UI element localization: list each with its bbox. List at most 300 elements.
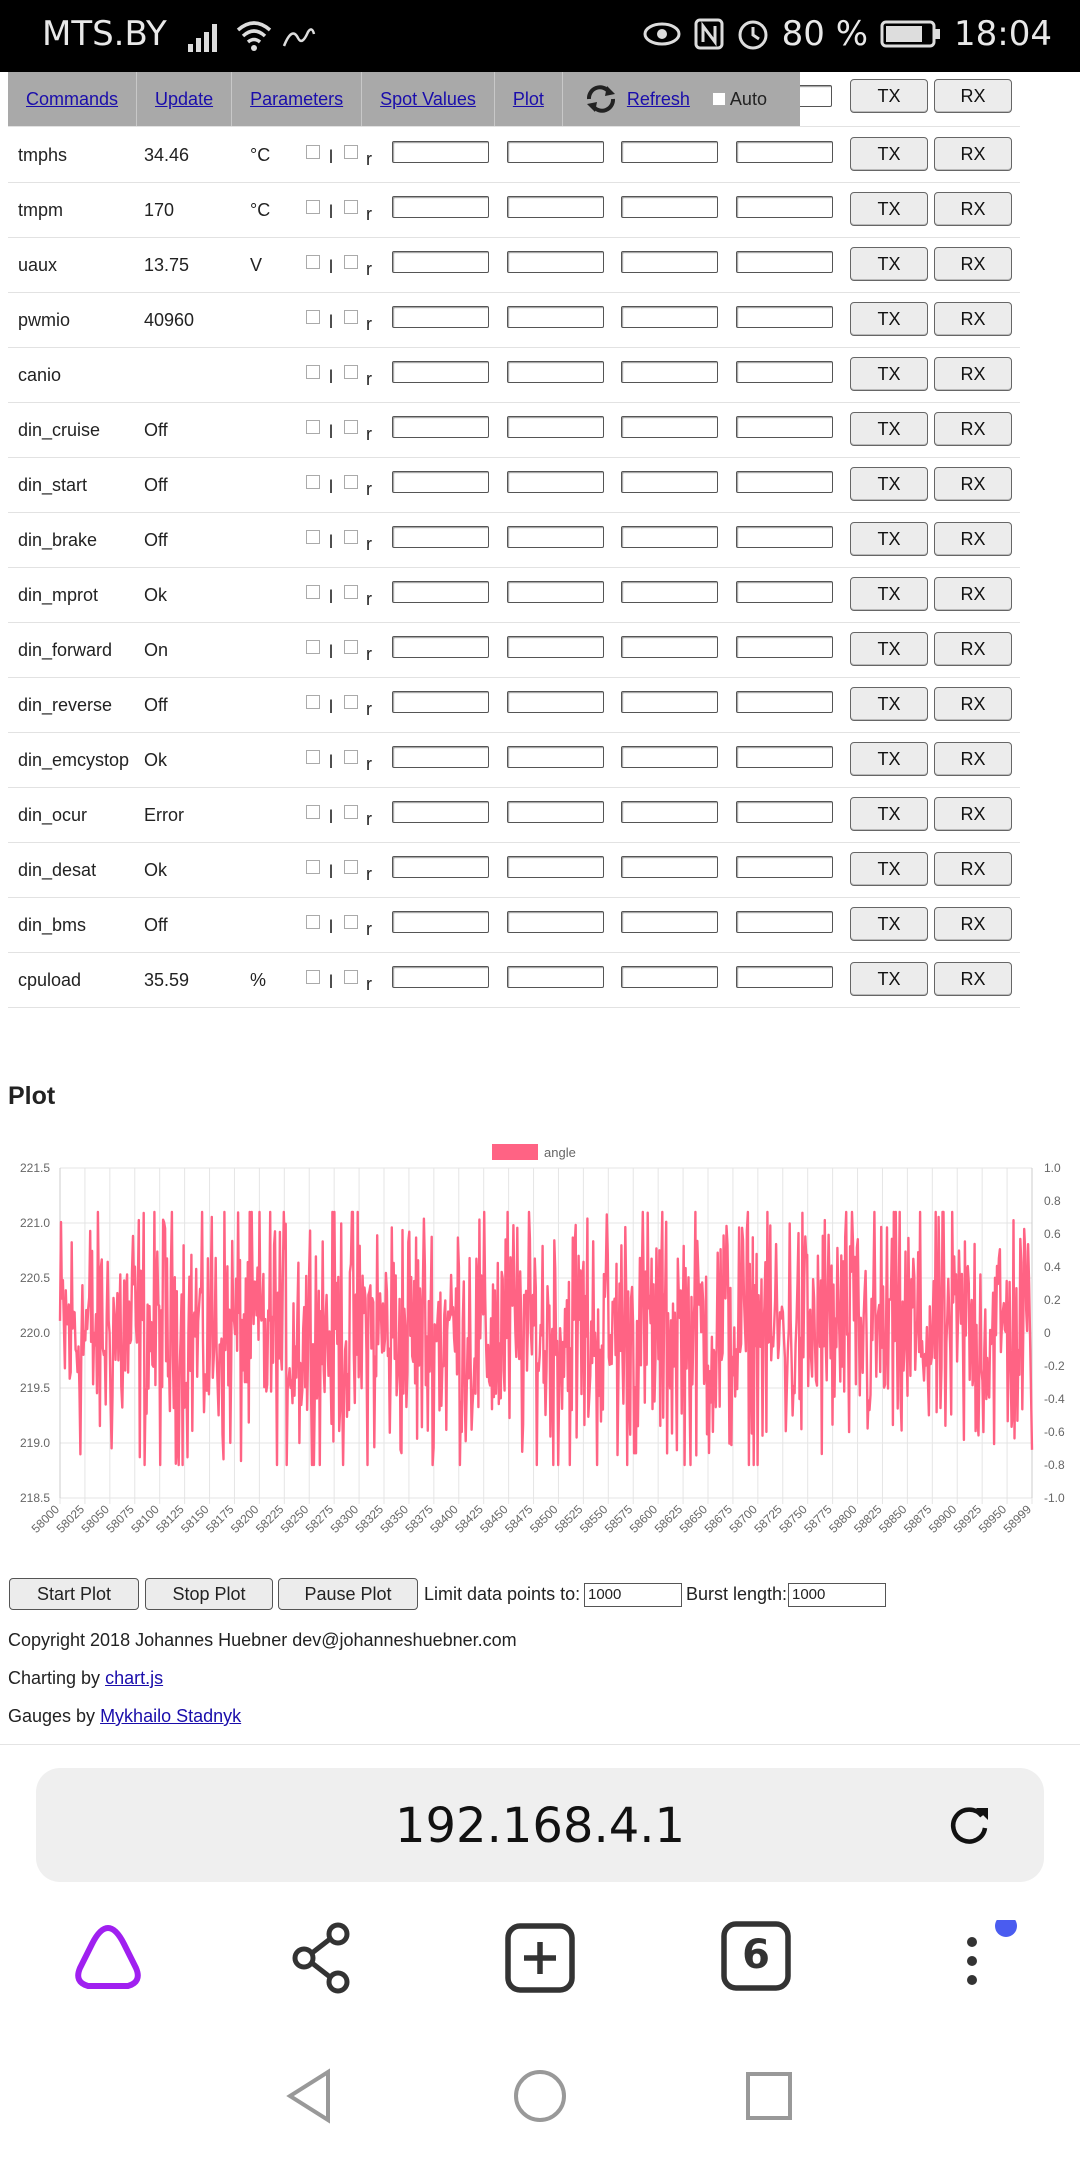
tx-button[interactable]: TX	[850, 577, 928, 611]
record-checkbox[interactable]	[344, 200, 358, 214]
param-unit: %	[250, 970, 267, 990]
eye-icon	[642, 19, 682, 49]
param-input-4[interactable]	[736, 416, 833, 438]
x-tick-label: 58575	[601, 1502, 636, 1536]
auto-checkbox[interactable]	[712, 92, 726, 106]
log-checkbox[interactable]	[306, 200, 320, 214]
x-tick-label: 58500	[527, 1502, 561, 1536]
x-tick-label: 58650	[676, 1502, 711, 1536]
y-right-tick-label: 0.4	[1044, 1260, 1061, 1274]
y-right-tick-label: 1.0	[1044, 1161, 1061, 1175]
rx-button[interactable]: RX	[934, 192, 1012, 226]
param-input-3[interactable]	[621, 361, 718, 383]
param-input-4[interactable]	[736, 966, 833, 988]
tx-button[interactable]: TX	[850, 247, 928, 281]
tab-count: 6	[742, 1932, 770, 1978]
gauges-credit	[8, 1706, 241, 1727]
y-right-tick-label: -0.4	[1044, 1392, 1065, 1406]
y-right-tick-label: -0.2	[1044, 1359, 1065, 1373]
param-value: Ok	[144, 585, 168, 605]
nav-update[interactable]: Update	[137, 72, 232, 126]
param-input-1[interactable]	[392, 141, 489, 163]
log-checkbox[interactable]	[306, 695, 320, 709]
tx-button[interactable]: TX	[850, 907, 928, 941]
x-tick-label: 58600	[626, 1502, 661, 1536]
auto-label: Auto	[729, 88, 767, 109]
param-input-2[interactable]	[507, 746, 604, 768]
log-checkbox-label: l	[329, 697, 333, 717]
param-input-2[interactable]	[507, 306, 604, 328]
y-left-tick-label: 221.0	[19, 1216, 50, 1230]
param-input-2[interactable]	[507, 416, 604, 438]
param-input-3[interactable]	[621, 691, 718, 713]
charting-prefix: Charting by	[8, 1668, 106, 1688]
x-tick-label: 58325	[352, 1502, 387, 1536]
param-input-1[interactable]	[392, 911, 489, 933]
param-input-2[interactable]	[507, 251, 604, 273]
param-value: 13.75	[144, 255, 190, 275]
home-icon[interactable]	[512, 2068, 568, 2124]
param-input-3[interactable]	[621, 856, 718, 878]
param-input-1[interactable]	[392, 361, 489, 383]
x-tick-label: 58075	[103, 1502, 137, 1536]
param-value: 35.59	[144, 970, 190, 990]
record-checkbox-label: r	[366, 259, 372, 279]
rx-button[interactable]: RX	[934, 577, 1012, 611]
param-input-3[interactable]	[621, 636, 718, 658]
alarm-icon	[736, 17, 770, 51]
nav-spot-values[interactable]: Spot Values	[362, 72, 495, 126]
y-right-tick-label: 0.8	[1044, 1194, 1061, 1208]
record-checkbox[interactable]	[344, 420, 358, 434]
log-checkbox[interactable]	[306, 585, 320, 599]
auto-toggle[interactable]	[712, 89, 767, 110]
param-name: pwmio	[18, 310, 71, 330]
y-left-tick-label: 220.0	[19, 1326, 50, 1340]
x-tick-label: 58175	[203, 1502, 237, 1536]
record-checkbox-label: r	[366, 644, 372, 664]
tx-button[interactable]: TX	[850, 962, 928, 996]
param-value: Off	[144, 420, 168, 440]
tx-button[interactable]: TX	[850, 137, 928, 171]
clock: 18:04	[954, 14, 1052, 54]
param-input-2[interactable]	[507, 581, 604, 603]
param-input-1[interactable]	[392, 746, 489, 768]
rx-button[interactable]: RX	[934, 357, 1012, 391]
x-tick-label: 58525	[552, 1502, 586, 1536]
x-tick-label: 58450	[477, 1502, 511, 1536]
x-tick-label: 58475	[502, 1502, 536, 1536]
record-checkbox-label: r	[366, 919, 372, 939]
x-tick-label: 58950	[975, 1502, 1010, 1536]
tx-button[interactable]: TX	[850, 522, 928, 556]
y-left-tick-label: 221.5	[19, 1161, 50, 1175]
record-checkbox-label: r	[366, 479, 372, 499]
log-checkbox-label: l	[329, 917, 333, 937]
tx-button[interactable]: TX	[850, 687, 928, 721]
log-checkbox[interactable]	[306, 805, 320, 819]
y-right-tick-label: 0.6	[1044, 1227, 1061, 1241]
log-checkbox[interactable]	[306, 750, 320, 764]
param-input-3[interactable]	[621, 416, 718, 438]
burst-input[interactable]: 1000	[788, 1583, 886, 1607]
record-checkbox[interactable]	[344, 585, 358, 599]
param-input-3[interactable]	[621, 966, 718, 988]
log-checkbox-label: l	[329, 972, 333, 992]
x-tick-label: 58825	[851, 1502, 885, 1536]
param-name: uaux	[18, 255, 58, 275]
tx-button[interactable]: TX	[850, 302, 928, 336]
recents-icon[interactable]	[744, 2068, 794, 2124]
record-checkbox-label: r	[366, 809, 372, 829]
nav-commands[interactable]: Commands	[8, 72, 137, 126]
y-left-tick-label: 219.5	[19, 1381, 50, 1395]
x-tick-label: 58875	[900, 1502, 935, 1536]
log-checkbox-label: l	[329, 367, 333, 387]
param-input-4[interactable]	[736, 581, 833, 603]
param-input-4[interactable]	[736, 361, 833, 383]
x-tick-label: 58125	[153, 1502, 187, 1536]
param-input-2[interactable]	[507, 966, 604, 988]
param-input-4[interactable]	[736, 911, 833, 933]
param-input-3[interactable]	[621, 746, 718, 768]
x-tick-label: 58925	[950, 1502, 985, 1536]
param-input-4[interactable]	[736, 801, 833, 823]
x-tick-label: 58300	[327, 1502, 362, 1536]
pause-plot-button[interactable]: Pause Plot	[278, 1578, 418, 1610]
param-input-1[interactable]	[392, 636, 489, 658]
param-input-4[interactable]	[736, 471, 833, 493]
log-checkbox-label: l	[329, 642, 333, 662]
record-checkbox[interactable]	[344, 640, 358, 654]
param-value: Off	[144, 530, 168, 550]
x-tick-label: 58025	[53, 1502, 88, 1536]
param-unit: °C	[250, 200, 271, 220]
rx-button[interactable]: RX	[934, 412, 1012, 446]
param-input-3[interactable]	[621, 911, 718, 933]
chartjs-link[interactable]: chart.js	[105, 1668, 164, 1688]
y-left-tick-label: 218.5	[19, 1491, 50, 1505]
record-checkbox[interactable]	[344, 915, 358, 929]
param-name: cpuload	[18, 970, 82, 990]
tx-button[interactable]: TX	[850, 357, 928, 391]
rx-button[interactable]: RX	[934, 632, 1012, 666]
log-checkbox-label: l	[329, 422, 333, 442]
record-checkbox-label: r	[366, 974, 372, 994]
y-right-tick-label: -0.6	[1044, 1425, 1065, 1439]
param-input-1[interactable]	[392, 471, 489, 493]
wifi-icon	[234, 20, 274, 52]
param-input-1[interactable]	[392, 251, 489, 273]
param-input-4[interactable]	[736, 141, 833, 163]
log-checkbox[interactable]	[306, 255, 320, 269]
x-tick-label: 58100	[128, 1502, 162, 1536]
param-input-1[interactable]	[392, 526, 489, 548]
log-checkbox[interactable]	[306, 365, 320, 379]
record-checkbox-label: r	[366, 864, 372, 884]
record-checkbox[interactable]	[344, 695, 358, 709]
param-name: din_brake	[18, 530, 98, 550]
log-checkbox[interactable]	[306, 530, 320, 544]
param-input-1[interactable]	[392, 581, 489, 603]
record-checkbox-label: r	[366, 369, 372, 389]
rx-button[interactable]: RX	[934, 852, 1012, 886]
x-tick-label: 58225	[252, 1502, 287, 1536]
param-name: canio	[18, 365, 62, 385]
x-tick-label: 58375	[402, 1502, 436, 1536]
record-checkbox-label: r	[366, 754, 372, 774]
rx-button[interactable]: RX	[934, 302, 1012, 336]
y-left-tick-label: 219.0	[19, 1436, 50, 1450]
param-input-1[interactable]	[392, 196, 489, 218]
x-tick-label: 58550	[576, 1502, 611, 1536]
param-name: tmphs	[18, 145, 68, 165]
plot-heading: Plot	[8, 1082, 56, 1110]
x-tick-label: 58850	[876, 1502, 910, 1536]
record-checkbox-label: r	[366, 149, 372, 169]
param-value: Off	[144, 915, 168, 935]
record-checkbox[interactable]	[344, 530, 358, 544]
param-input-1[interactable]	[392, 856, 489, 878]
log-checkbox-label: l	[329, 477, 333, 497]
browser-divider	[0, 1744, 1080, 1745]
tx-button[interactable]: TX	[850, 192, 928, 226]
nav-plot[interactable]: Plot	[495, 72, 563, 126]
record-checkbox[interactable]	[344, 750, 358, 764]
rx-button[interactable]: RX	[934, 247, 1012, 281]
angle-series-line	[60, 1212, 1032, 1465]
record-checkbox[interactable]	[344, 475, 358, 489]
param-name: din_desat	[18, 860, 97, 880]
rx-button[interactable]: RX	[934, 797, 1012, 831]
x-tick-label: 58800	[826, 1502, 860, 1536]
legend-swatch	[492, 1144, 538, 1160]
battery-icon	[880, 19, 942, 49]
back-icon[interactable]	[284, 2068, 334, 2124]
param-input-2[interactable]	[507, 196, 604, 218]
share-icon[interactable]	[288, 1920, 358, 1996]
rx-button[interactable]: RX	[934, 522, 1012, 556]
carrier-name: MTS.BY	[42, 14, 167, 54]
address-bar[interactable]	[36, 1768, 1044, 1882]
param-input-3[interactable]	[621, 526, 718, 548]
gauges-link[interactable]: Mykhailo Stadnyk	[100, 1706, 242, 1726]
param-input-2[interactable]	[507, 361, 604, 383]
rx-button[interactable]: RX	[934, 467, 1012, 501]
start-plot-button[interactable]: Start Plot	[9, 1578, 139, 1610]
param-value: 40960	[144, 310, 195, 330]
record-checkbox-label: r	[366, 699, 372, 719]
record-checkbox[interactable]	[344, 805, 358, 819]
param-input-2[interactable]	[507, 856, 604, 878]
param-input-4[interactable]	[736, 251, 833, 273]
param-input-1[interactable]	[392, 306, 489, 328]
record-checkbox[interactable]	[344, 365, 358, 379]
log-checkbox-label: l	[329, 807, 333, 827]
log-checkbox-label: l	[329, 752, 333, 772]
y-right-tick-label: 0.2	[1044, 1293, 1061, 1307]
copyright-text: Copyright 2018 Johannes Huebner dev@johanneshuebner.com	[8, 1630, 517, 1650]
log-checkbox-label: l	[329, 257, 333, 277]
stop-plot-button[interactable]: Stop Plot	[145, 1578, 273, 1610]
param-input-3[interactable]	[621, 251, 718, 273]
log-checkbox-label: l	[329, 587, 333, 607]
burst-label: Burst length:	[686, 1584, 788, 1604]
param-input-2[interactable]	[507, 911, 604, 933]
x-tick-label: 58625	[651, 1502, 686, 1536]
param-input-2[interactable]	[507, 526, 604, 548]
record-checkbox-label: r	[366, 589, 372, 609]
param-input-2[interactable]	[507, 471, 604, 493]
param-input-1[interactable]	[392, 691, 489, 713]
alice-assistant-icon[interactable]	[70, 1920, 146, 1996]
param-input-1[interactable]	[392, 801, 489, 823]
signal-icon	[188, 20, 224, 52]
param-input-3[interactable]	[621, 801, 718, 823]
log-checkbox[interactable]	[306, 310, 320, 324]
param-value: Error	[144, 805, 184, 825]
log-checkbox[interactable]	[306, 145, 320, 159]
y-right-tick-label: -1.0	[1044, 1491, 1065, 1505]
record-checkbox[interactable]	[344, 970, 358, 984]
param-value: 170	[144, 200, 175, 220]
param-name: din_cruise	[18, 420, 101, 440]
param-input-3[interactable]	[621, 581, 718, 603]
param-value: Off	[144, 695, 168, 715]
nfc-icon	[694, 18, 724, 50]
status-right	[642, 14, 1052, 54]
tx-button[interactable]: TX	[850, 467, 928, 501]
log-checkbox[interactable]	[306, 640, 320, 654]
tx-button[interactable]: TX	[850, 742, 928, 776]
param-input-2[interactable]	[507, 141, 604, 163]
nav-parameters[interactable]: Parameters	[232, 72, 362, 126]
x-tick-label: 58150	[178, 1502, 212, 1536]
tabs-button[interactable]	[720, 1920, 792, 1992]
rx-button[interactable]: RX	[934, 79, 1012, 113]
record-checkbox-label: r	[366, 204, 372, 224]
param-value: Ok	[144, 750, 168, 770]
limit-label: Limit data points to:	[424, 1584, 581, 1604]
battery-percent: 80 %	[781, 14, 869, 54]
x-tick-label: 58775	[801, 1502, 835, 1536]
charting-credit	[8, 1668, 163, 1689]
param-name: din_mprot	[18, 585, 99, 605]
param-unit: °C	[250, 145, 271, 165]
x-tick-label: 58250	[277, 1502, 312, 1536]
x-tick-label: 58050	[78, 1502, 112, 1536]
param-input-3[interactable]	[621, 141, 718, 163]
rx-button[interactable]: RX	[934, 687, 1012, 721]
param-name: din_ocur	[18, 805, 88, 825]
param-name: din_emcystop	[18, 750, 130, 770]
record-checkbox-label: r	[366, 424, 372, 444]
refresh-label: Refresh	[626, 88, 690, 109]
x-tick-label: 58000	[28, 1502, 63, 1536]
param-value: Off	[144, 475, 168, 495]
param-input-4[interactable]	[736, 746, 833, 768]
y-left-tick-label: 220.5	[19, 1271, 50, 1285]
param-input-4[interactable]	[736, 691, 833, 713]
x-tick-label: 58275	[302, 1502, 337, 1536]
record-checkbox[interactable]	[344, 860, 358, 874]
record-checkbox-label: r	[366, 314, 372, 334]
x-tick-label: 58200	[228, 1502, 262, 1536]
rx-button[interactable]: RX	[934, 742, 1012, 776]
param-input-1[interactable]	[392, 966, 489, 988]
refresh-link[interactable]	[563, 84, 702, 114]
more-menu-icon[interactable]	[950, 1920, 1020, 1996]
y-right-tick-label: -0.8	[1044, 1458, 1065, 1472]
param-input-1[interactable]	[392, 416, 489, 438]
x-tick-label: 58700	[726, 1502, 760, 1536]
limit-input[interactable]: 1000	[584, 1583, 682, 1607]
param-name: din_forward	[18, 640, 113, 660]
y-right-tick-label: 0	[1044, 1326, 1051, 1340]
log-checkbox-label: l	[329, 862, 333, 882]
log-checkbox-label: l	[329, 312, 333, 332]
reload-icon[interactable]	[946, 1802, 992, 1848]
tx-button[interactable]: TX	[850, 852, 928, 886]
rx-button[interactable]: RX	[934, 137, 1012, 171]
param-input-3[interactable]	[621, 471, 718, 493]
nav-menu	[8, 72, 800, 126]
status-bar	[0, 0, 1080, 72]
record-checkbox[interactable]	[344, 145, 358, 159]
param-input-4[interactable]	[736, 196, 833, 218]
param-input-2[interactable]	[507, 691, 604, 713]
tx-button[interactable]: TX	[850, 632, 928, 666]
log-checkbox[interactable]	[306, 420, 320, 434]
param-input-3[interactable]	[621, 196, 718, 218]
param-input-2[interactable]	[507, 636, 604, 658]
log-checkbox[interactable]	[306, 475, 320, 489]
rx-button[interactable]: RX	[934, 962, 1012, 996]
angle-chart	[0, 1130, 1080, 1550]
record-checkbox[interactable]	[344, 255, 358, 269]
param-input-4[interactable]	[736, 306, 833, 328]
url-text: 192.168.4.1	[394, 1798, 686, 1854]
x-tick-label: 58999	[1000, 1502, 1035, 1536]
param-input-4[interactable]	[736, 526, 833, 548]
log-checkbox-label: l	[329, 532, 333, 552]
new-tab-icon[interactable]	[504, 1920, 576, 1996]
signature-icon	[282, 20, 316, 52]
x-tick-label: 58400	[427, 1502, 461, 1536]
x-tick-label: 58675	[701, 1502, 736, 1536]
param-input-4[interactable]	[736, 636, 833, 658]
x-tick-label: 58350	[377, 1502, 412, 1536]
rx-button[interactable]: RX	[934, 907, 1012, 941]
param-input-4[interactable]	[736, 856, 833, 878]
log-checkbox[interactable]	[306, 860, 320, 874]
param-input-2[interactable]	[507, 801, 604, 823]
record-checkbox[interactable]	[344, 310, 358, 324]
log-checkbox[interactable]	[306, 970, 320, 984]
param-name: tmpm	[18, 200, 63, 220]
param-value: 34.46	[144, 145, 190, 165]
param-name: din_bms	[18, 915, 87, 935]
tx-button[interactable]: TX	[850, 79, 928, 113]
param-input-3[interactable]	[621, 306, 718, 328]
tx-button[interactable]: TX	[850, 412, 928, 446]
param-name: din_start	[18, 475, 88, 495]
tx-button[interactable]: TX	[850, 797, 928, 831]
x-tick-label: 58900	[925, 1502, 960, 1536]
record-checkbox-label: r	[366, 534, 372, 554]
gauges-prefix: Gauges by	[8, 1706, 101, 1726]
log-checkbox[interactable]	[306, 915, 320, 929]
